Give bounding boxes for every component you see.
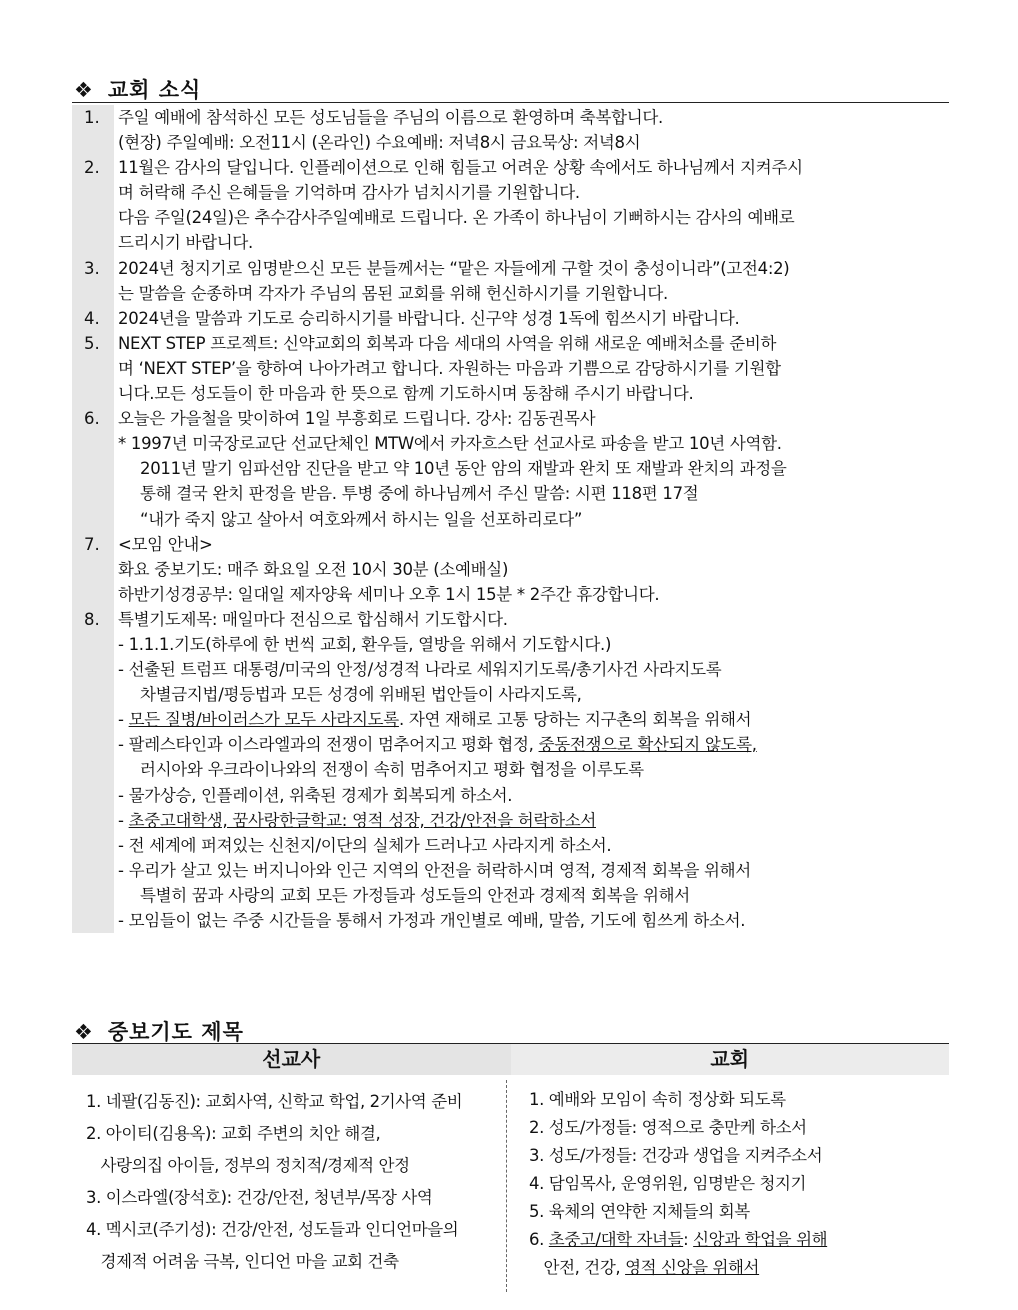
news-item-line: 며 ‘NEXT STEP’을 향하여 나아가려고 합니다. 자원하는 마음과 기쁨으로 감당하시기를 기원합 (118, 358, 781, 378)
news-item-line: - 모든 질병/바이러스가 모두 사라지도록. 자연 재해로 고통 당하는 지구촌의 회복을 위해서 (118, 710, 752, 730)
news-item-line: - 우리가 살고 있는 버지니아와 인근 지역의 안전을 허락하시며 영적, 경제적 회복을 위해서 (118, 860, 751, 880)
news-list (72, 105, 949, 933)
news-item-line: * 1997년 미국장로교단 선교단체인 MTW에서 카자흐스탄 선교사로 파송을 받고 10년 사역함. (118, 434, 782, 454)
news-item-line: 며 허락해 주신 은혜들을 기억하며 감사가 넘치시기를 기원합니다. (118, 183, 580, 203)
news-item-line: 오늘은 가을철을 맞이하여 1일 부흥회로 드립니다. 강사: 김동권목사 (118, 409, 596, 429)
diamond-bullet-icon: ❖ (74, 1020, 94, 1044)
news-item-line: 11월은 감사의 달입니다. 인플레이션으로 인해 힘들고 어려운 상황 속에서도 하나님께서 지켜주시 (118, 158, 803, 178)
news-item-line: 특별기도제목: 매일마다 전심으로 합심해서 기도합시다. (118, 609, 508, 629)
news-item-line: - 전 세계에 퍼져있는 신천지/이단의 실체가 드러나고 사라지게 하소서. (118, 835, 612, 855)
news-item-text (114, 331, 949, 406)
news-item-line: <모임 안내> (118, 534, 213, 554)
news-item-line: - 팔레스타인과 이스라엘과의 전쟁이 멈추어지고 평화 협정, 중동전쟁으로 확산되지 않도록, (118, 735, 757, 755)
diamond-bullet-icon: ❖ (74, 78, 94, 102)
news-item-number: 8. (72, 607, 114, 933)
prayer-item: 1. 네팔(김동진): 교회사역, 신학교 학업, 2기사역 준비 (86, 1092, 463, 1111)
missionary-column (72, 1080, 507, 1292)
prayer-item: 6. 초중고/대학 자녀들: 신앙과 학업을 위해 (529, 1230, 828, 1249)
prayer-item: 3. 이스라엘(장석호): 건강/안전, 청년부/목장 사역 (86, 1188, 433, 1207)
news-item (72, 256, 949, 306)
news-item-number: 2. (72, 155, 114, 255)
prayer-item: 2. 성도/가정들: 영적으로 충만케 하소서 (529, 1118, 807, 1137)
church-header: 교회 (511, 1044, 950, 1075)
news-title-rule (72, 102, 949, 103)
prayer-item: 사랑의집 아이들, 정부의 정치적/경제적 안정 (86, 1156, 410, 1175)
news-item (72, 406, 949, 531)
news-item (72, 105, 949, 155)
news-item-text (114, 406, 949, 531)
news-item-text (114, 105, 949, 155)
news-item-line: 주일 예배에 참석하신 모든 성도님들을 주님의 이름으로 환영하며 축복합니다. (118, 108, 663, 127)
prayer-table-header (72, 1043, 949, 1075)
news-item-number: 3. (72, 256, 114, 306)
news-item (72, 306, 949, 331)
news-item-line: 2024년을 말씀과 기도로 승리하시기를 바랍니다. 신구약 성경 1독에 힘쓰시기 바랍니다. (118, 308, 740, 328)
news-item-line: 차별금지법/평등법과 모든 성경에 위배된 법안들이 사라지도록, (140, 685, 582, 705)
news-item-text (114, 306, 949, 331)
news-item (72, 331, 949, 406)
news-item (72, 155, 949, 255)
news-item (72, 532, 949, 607)
prayer-item: 4. 담임목사, 운영위원, 임명받은 청지기 (529, 1174, 807, 1193)
news-item-line: 특별히 꿈과 사랑의 교회 모든 가정들과 성도들의 안전과 경제적 회복을 위해서 (140, 885, 690, 905)
news-item-number: 7. (72, 532, 114, 607)
news-item-line: 2011년 말기 임파선암 진단을 받고 약 10년 동안 암의 재발과 완치 또 재발과 완치의 과정을 (140, 459, 787, 479)
news-item-line: 2024년 청지기로 임명받으신 모든 분들께서는 “맡은 자들에게 구할 것이 충성이니라”(고전4:2) (118, 258, 790, 278)
news-item-line: 화요 중보기도: 매주 화요일 오전 10시 30분 (소예배실) (118, 559, 509, 579)
news-item-text (114, 607, 949, 933)
news-item-number: 5. (72, 331, 114, 406)
news-item-number: 1. (72, 105, 114, 155)
news-item-line: - 1.1.1.기도(하루에 한 번씩 교회, 환우들, 열방을 위해서 기도합시다.) (118, 634, 612, 654)
news-item-text (114, 155, 949, 255)
news-item-line: - 초중고대학생, 꿈사랑한글학교: 영적 성장, 건강/안전을 허락하소서 (118, 810, 596, 830)
news-item-line: 다음 주일(24일)은 추수감사주일예배로 드립니다. 온 가족이 하나님이 기뻐하시는 감사의 예배로 (118, 208, 795, 228)
news-item-line: 러시아와 우크라이나와의 전쟁이 속히 멈추어지고 평화 협정을 이루도록 (140, 760, 644, 780)
news-item-text (114, 532, 949, 607)
news-item-line: - 모임들이 없는 주중 시간들을 통해서 가정과 개인별로 예배, 말씀, 기도에 힘쓰게 하소서. (118, 911, 746, 930)
news-item-line: NEXT STEP 프로젝트: 신약교회의 회복과 다음 세대의 사역을 위해 새로운 예배처소를 준비하 (118, 333, 777, 353)
prayer-item: 5. 육체의 연약한 지체들의 회복 (529, 1202, 750, 1221)
prayer-table (72, 1080, 949, 1292)
prayer-section-title: ❖ 중보기도 제목 (74, 1020, 244, 1044)
prayer-item: 2. 아이티(김용옥): 교회 주변의 치안 해결, (86, 1124, 381, 1143)
news-item-line: “내가 죽지 않고 살아서 여호와께서 하시는 일을 선포하리로다” (140, 509, 583, 529)
news-item-number: 4. (72, 306, 114, 331)
prayer-item: 3. 성도/가정들: 건강과 생업을 지켜주소서 (529, 1146, 823, 1165)
news-item-line: - 선출된 트럼프 대통령/미국의 안정/성경적 나라로 세워지기도록/총기사건 사라지도록 (118, 660, 722, 680)
news-item-line: - 물가상승, 인플레이션, 위축된 경제가 회복되게 하소서. (118, 785, 513, 805)
church-column (507, 1080, 949, 1292)
news-item-number: 6. (72, 406, 114, 531)
news-item (72, 607, 949, 933)
news-item-line: (현장) 주일예배: 오전11시 (온라인) 수요예배: 저녁8시 금요묵상: 저녁8시 (118, 133, 641, 153)
prayer-item: 1. 예배와 모임이 속히 정상화 되도록 (529, 1090, 786, 1109)
news-item-line: 하반기성경공부: 일대일 제자양육 세미나 오후 1시 15분 * 2주간 휴강합니다. (118, 584, 660, 604)
prayer-item: 안전, 건강, 영적 신앙을 위해서 (529, 1258, 760, 1277)
news-item-line: 통해 결국 완치 판정을 받음. 투병 중에 하나님께서 주신 말씀: 시편 118편 17절 (140, 484, 699, 504)
missionary-header: 선교사 (72, 1044, 511, 1075)
news-item-line: 니다.모든 성도들이 한 마음과 한 뜻으로 함께 기도하시며 동참해 주시기 바랍니다. (118, 384, 694, 404)
news-item-text (114, 256, 949, 306)
news-item-line: 드리시기 바랍니다. (118, 233, 254, 253)
prayer-item: 경제적 어려움 극복, 인디언 마을 교회 건축 (86, 1252, 399, 1271)
news-section-title: ❖ 교회 소식 (74, 78, 202, 102)
news-item-line: 는 말씀을 순종하며 각자가 주님의 몸된 교회를 위해 헌신하시기를 기원합니다. (118, 283, 668, 303)
prayer-item: 4. 멕시코(주기성): 건강/안전, 성도들과 인디언마을의 (86, 1220, 459, 1239)
